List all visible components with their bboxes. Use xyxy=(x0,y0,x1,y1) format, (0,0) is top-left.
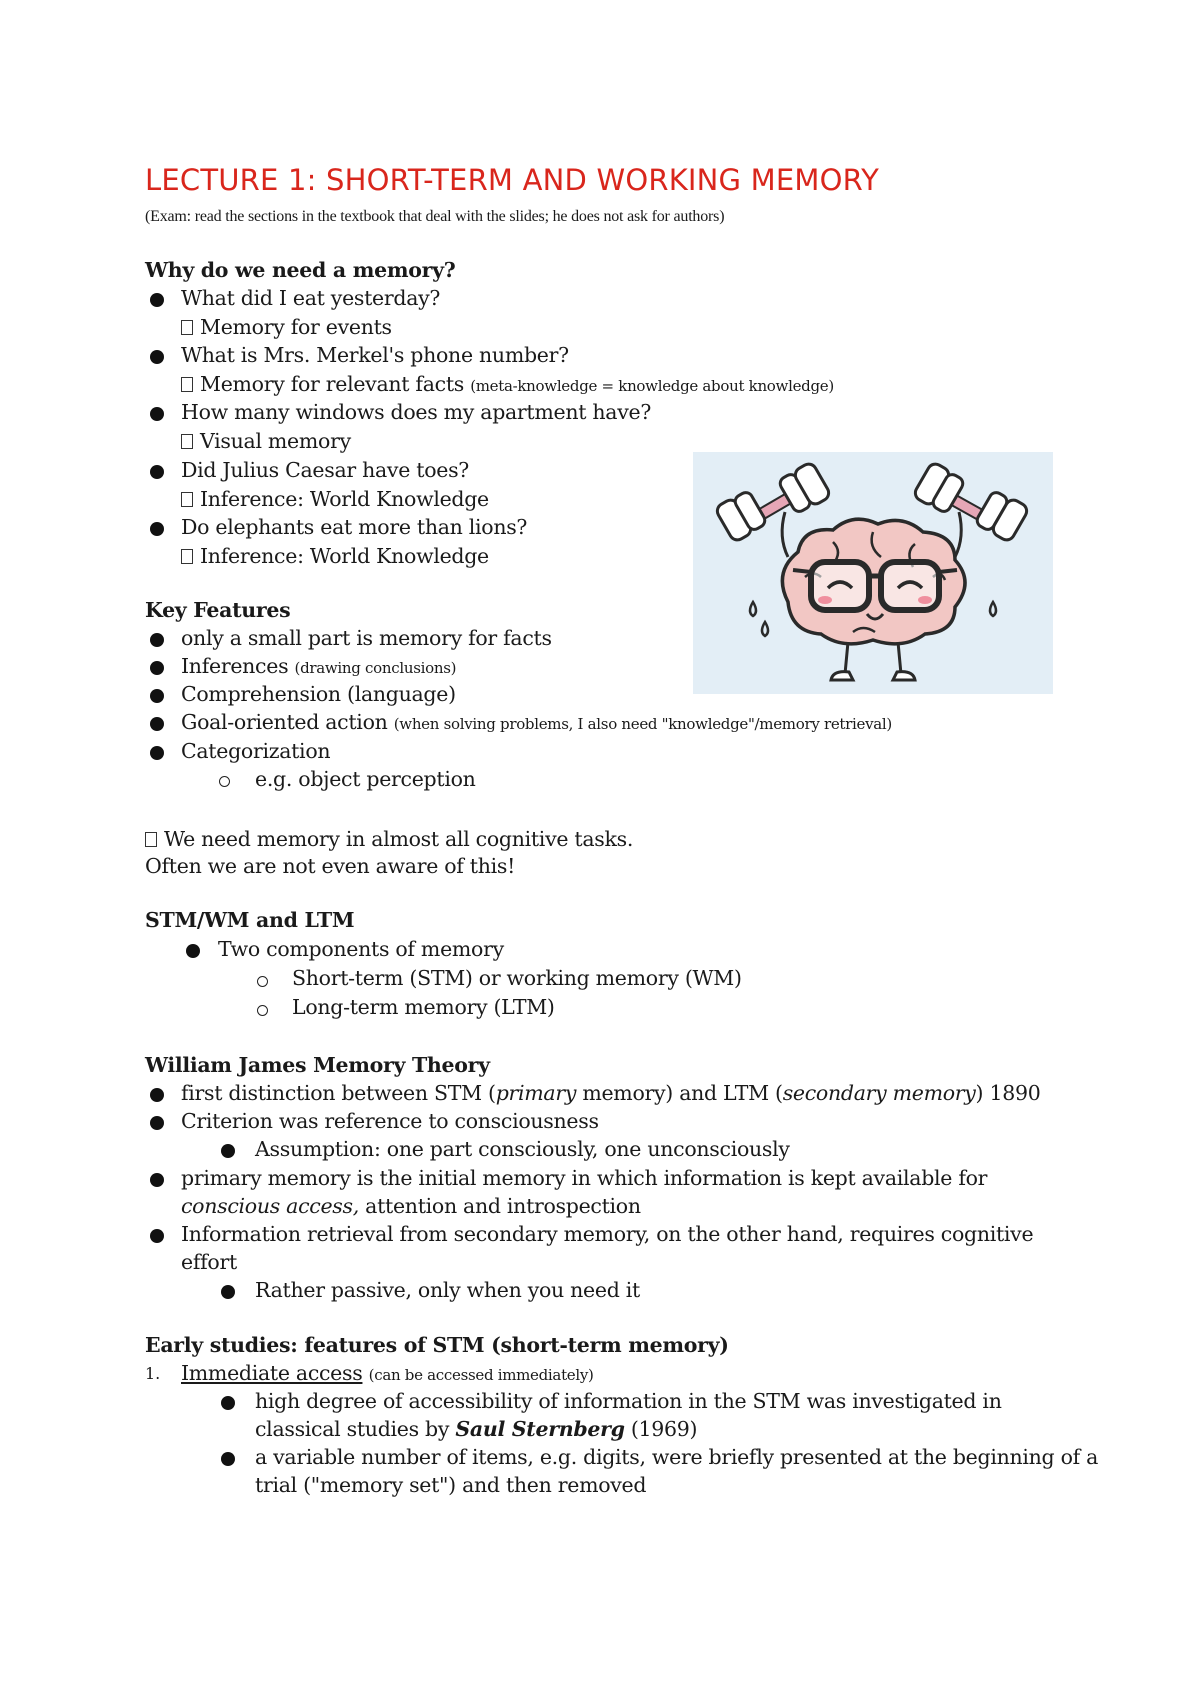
bullet-icon xyxy=(150,465,164,479)
right-dumbbell-icon xyxy=(912,461,1029,543)
list-sub-item: Rather passive, only when you need it xyxy=(255,1278,640,1302)
bullet-icon xyxy=(150,1088,164,1102)
arrow-box-icon xyxy=(181,434,193,449)
list-item: only a small part is memory for facts xyxy=(181,626,552,650)
list-item: Two components of memory xyxy=(218,937,504,961)
bullet-icon xyxy=(150,522,164,536)
section-heading-key-features: Key Features xyxy=(145,598,291,622)
bullet-icon xyxy=(150,746,164,760)
bullet-icon xyxy=(150,1229,164,1243)
list-sub-item: Short-term (STM) or working memory (WM) xyxy=(292,966,742,990)
bullet-icon xyxy=(221,1144,235,1158)
list-number: 1. xyxy=(145,1364,161,1383)
arrow-box-icon xyxy=(181,492,193,507)
arrow-box-icon xyxy=(181,549,193,564)
numbered-item: Immediate access (can be accessed immediately) xyxy=(181,1361,594,1385)
section-heading-why-memory: Why do we need a memory? xyxy=(145,258,456,282)
arrow-box-icon xyxy=(181,377,193,392)
list-sub-item: a variable number of items, e.g. digits, were briefly presented at the beginning of a xyxy=(255,1445,1099,1469)
bullet-icon xyxy=(150,293,164,307)
list-sub-item-continued: trial ("memory set") and then removed xyxy=(255,1473,647,1497)
bullet-icon xyxy=(150,661,164,675)
arrow-box-icon xyxy=(145,832,157,847)
bullet-icon xyxy=(150,633,164,647)
list-item: Criterion was reference to consciousness xyxy=(181,1109,599,1133)
exam-note: (Exam: read the sections in the textbook that deal with the slides; he does not ask for authors) xyxy=(145,208,725,225)
list-item-answer: Inference: World Knowledge xyxy=(181,542,489,570)
section-heading-william-james: William James Memory Theory xyxy=(145,1053,490,1077)
list-sub-item: high degree of accessibility of information in the STM was investigated in xyxy=(255,1389,1002,1413)
list-item-continued: conscious access, attention and introspection xyxy=(181,1194,641,1218)
list-sub-item: e.g. object perception xyxy=(255,767,476,791)
bullet-icon xyxy=(150,407,164,421)
list-item: What did I eat yesterday? xyxy=(181,286,441,310)
cartoon-brain-icon xyxy=(693,452,1053,694)
bullet-icon xyxy=(150,1116,164,1130)
list-item-answer: Memory for events xyxy=(181,313,392,341)
list-item: Information retrieval from secondary memory, on the other hand, requires cognitive xyxy=(181,1222,1034,1246)
list-item: How many windows does my apartment have? xyxy=(181,400,652,424)
bullet-icon xyxy=(150,717,164,731)
sub-bullet-icon xyxy=(257,1005,268,1016)
list-item-continued: effort xyxy=(181,1250,237,1274)
bullet-icon xyxy=(221,1396,235,1410)
list-item-answer: Inference: World Knowledge xyxy=(181,485,489,513)
bullet-icon xyxy=(221,1452,235,1466)
sub-bullet-icon xyxy=(257,976,268,987)
list-item: Categorization xyxy=(181,739,331,763)
conclusion-line: Often we are not even aware of this! xyxy=(145,854,516,878)
bullet-icon xyxy=(186,944,200,958)
list-sub-item: Long-term memory (LTM) xyxy=(292,995,555,1019)
bullet-icon xyxy=(150,689,164,703)
brain-dumbbell-illustration xyxy=(693,452,1053,694)
bullet-icon xyxy=(150,1173,164,1187)
list-item-answer: Visual memory xyxy=(181,427,351,455)
arrow-box-icon xyxy=(181,320,193,335)
bullet-icon xyxy=(221,1285,235,1299)
page-title: LECTURE 1: SHORT-TERM AND WORKING MEMORY xyxy=(145,163,880,197)
list-item: primary memory is the initial memory in which information is kept available for xyxy=(181,1166,988,1190)
sub-bullet-icon xyxy=(219,776,230,787)
list-item: Did Julius Caesar have toes? xyxy=(181,458,469,482)
list-item: Goal-oriented action (when solving problems, I also need "knowledge"/memory retrieval) xyxy=(181,710,892,734)
list-item: Inferences (drawing conclusions) xyxy=(181,654,457,678)
section-heading-early-studies: Early studies: features of STM (short-term memory) xyxy=(145,1333,729,1357)
list-sub-item-continued: classical studies by Saul Sternberg (1969) xyxy=(255,1417,698,1441)
list-item: first distinction between STM (primary memory) and LTM (secondary memory) 1890 xyxy=(181,1081,1041,1105)
bullet-icon xyxy=(150,350,164,364)
list-item: Do elephants eat more than lions? xyxy=(181,515,528,539)
list-item: What is Mrs. Merkel's phone number? xyxy=(181,343,569,367)
list-item-answer: Memory for relevant facts (meta-knowledge = knowledge about knowledge) xyxy=(181,370,834,400)
list-item: Comprehension (language) xyxy=(181,682,456,706)
conclusion-line: We need memory in almost all cognitive tasks. xyxy=(145,825,633,853)
list-sub-item: Assumption: one part consciously, one unconsciously xyxy=(255,1137,790,1161)
section-heading-stm-ltm: STM/WM and LTM xyxy=(145,908,355,932)
